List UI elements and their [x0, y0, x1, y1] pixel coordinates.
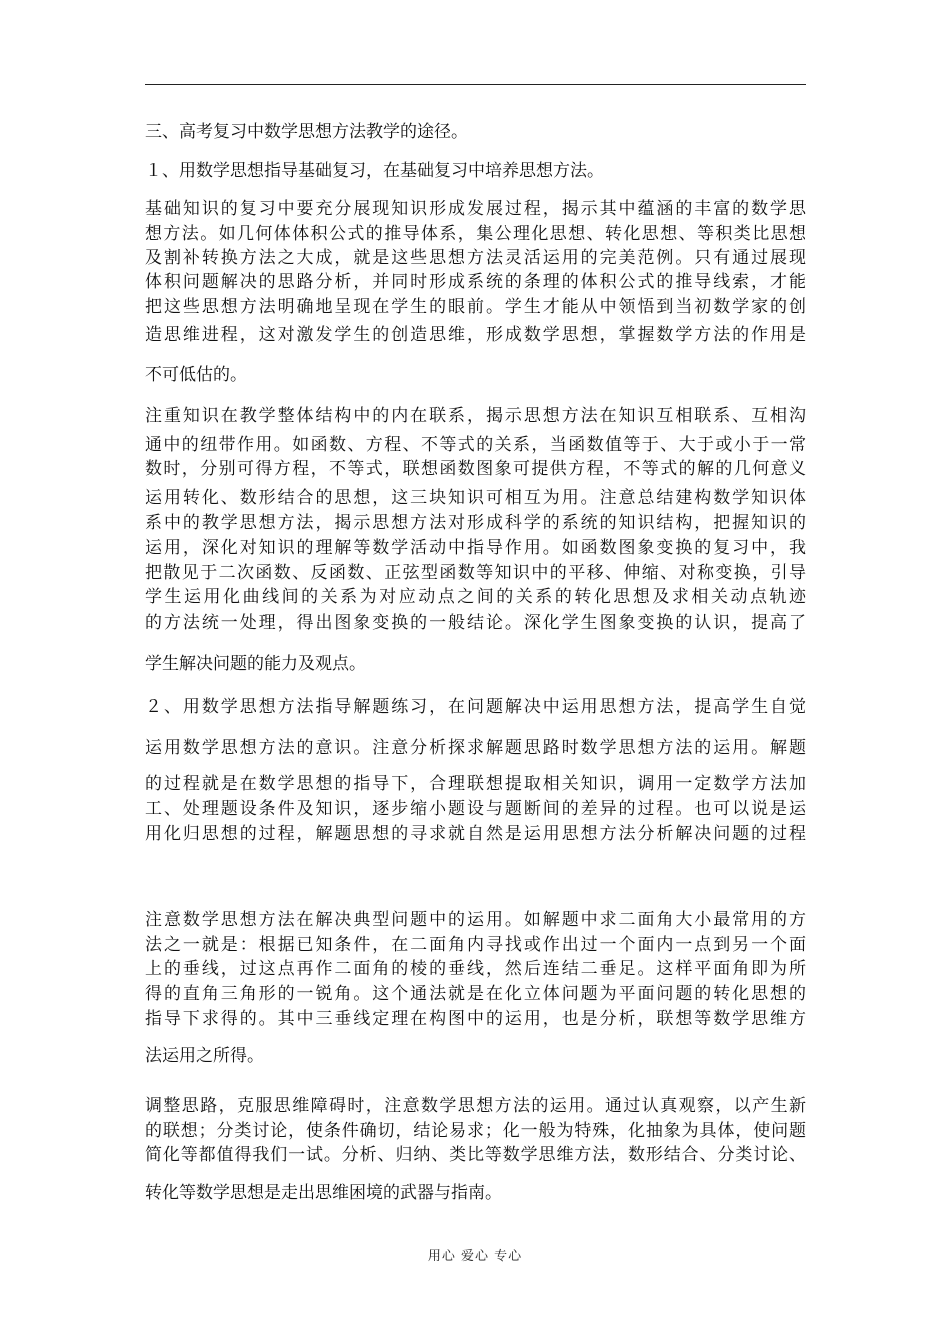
paragraph-line: 把这些思想方法明确地呈现在学生的眼前。学生才能从中领悟到当初数学家的创	[145, 297, 806, 317]
paragraph-line: 造思维进程，这对激发学生的创造思维，形成数学思想，掌握数学方法的作用是	[145, 325, 806, 345]
paragraph-line: 把散见于二次函数、反函数、正弦型函数等知识中的平移、伸缩、对称变换，引导	[145, 563, 806, 583]
paragraph-line: 上的垂线，过这点再作二面角的棱的垂线，然后连结二垂足。这样平面角即为所	[145, 959, 806, 979]
paragraph-line: 用化归思想的过程，解题思想的寻求就自然是运用思想方法分析解决问题的过程	[145, 824, 806, 844]
paragraph-line: 注重知识在教学整体结构中的内在联系，揭示思想方法在知识互相联系、互相沟	[145, 406, 806, 426]
paragraph-line: 想方法。如几何体体积公式的推导体系，集公理化思想、转化思想、等积类比思想	[145, 224, 806, 244]
paragraph-line: 不可低估的。	[145, 365, 247, 385]
paragraph-line: 转化等数学思想是走出思维困境的武器与指南。	[145, 1183, 502, 1203]
paragraph-line: 指导下求得的。其中三垂线定理在构图中的运用，也是分析，联想等数学思维方	[145, 1009, 806, 1029]
paragraph-line: 通中的纽带作用。如函数、方程、不等式的关系，当函数值等于、大于或小于一常	[145, 435, 806, 455]
paragraph-line: 简化等都值得我们一试。分析、归纳、类比等数学思维方法，数形结合、分类讨论、	[145, 1145, 806, 1165]
paragraph-line: 注意数学思想方法在解决典型问题中的运用。如解题中求二面角大小最常用的方	[145, 910, 806, 930]
paragraph-line: 的联想；分类讨论，使条件确切，结论易求；化一般为特殊，化抽象为具体，使问题	[145, 1121, 806, 1141]
paragraph-line: 运用，深化对知识的理解等数学活动中指导作用。如函数图象变换的复习中，我	[145, 538, 806, 558]
paragraph-line: 得的直角三角形的一锐角。这个通法就是在化立体问题为平面问题的转化思想的	[145, 984, 806, 1004]
paragraph-line: 体积问题解决的思路分析，并同时形成系统的条理的体积公式的推导线索，才能	[145, 272, 806, 292]
paragraph-line: 学生解决问题的能力及观点。	[145, 654, 366, 674]
section-heading: 三、高考复习中数学思想方法教学的途径。	[145, 122, 468, 142]
paragraph-line: 基础知识的复习中要充分展现知识形成发展过程，揭示其中蕴涵的丰富的数学思	[145, 199, 806, 219]
paragraph-line: 法运用之所得。	[145, 1046, 264, 1066]
paragraph-line: 法之一就是：根据已知条件，在二面角内寻找或作出过一个面内一点到另一个面	[145, 935, 806, 955]
page-footer: 用心 爱心 专心	[427, 1249, 523, 1264]
paragraph-line: 及割补转换方法之大成，就是这些思想方法灵活运用的完美范例。只有通过展现	[145, 248, 806, 268]
paragraph-line: 数时，分别可得方程，不等式，联想函数图象可提供方程，不等式的解的几何意义	[145, 459, 806, 479]
paragraph-line: 运用转化、数形结合的思想，这三块知识可相互为用。注意总结建构数学知识体	[145, 488, 806, 508]
paragraph-line: 调整思路，克服思维障碍时，注意数学思想方法的运用。通过认真观察，以产生新	[145, 1096, 806, 1116]
paragraph-line: 运用数学思想方法的意识。注意分析探求解题思路时数学思想方法的运用。解题	[145, 738, 806, 758]
paragraph-line: 工、处理题设条件及知识，逐步缩小题设与题断间的差异的过程。也可以说是运	[145, 799, 806, 819]
subheading-2: ２、用数学思想方法指导解题练习，在问题解决中运用思想方法，提高学生自觉	[145, 697, 806, 717]
header-rule	[145, 84, 806, 85]
paragraph-line: 的过程就是在数学思想的指导下，合理联想提取相关知识，调用一定数学方法加	[145, 774, 806, 794]
paragraph-line: 学生运用化曲线间的关系为对应动点之间的关系的转化思想及求相关动点轨迹	[145, 587, 806, 607]
paragraph-line: 的方法统一处理，得出图象变换的一般结论。深化学生图象变换的认识，提高了	[145, 613, 806, 633]
paragraph-line: 系中的教学思想方法，揭示思想方法对形成科学的系统的知识结构，把握知识的	[145, 513, 806, 533]
subheading-1: １、用数学思想指导基础复习，在基础复习中培养思想方法。	[145, 161, 604, 181]
